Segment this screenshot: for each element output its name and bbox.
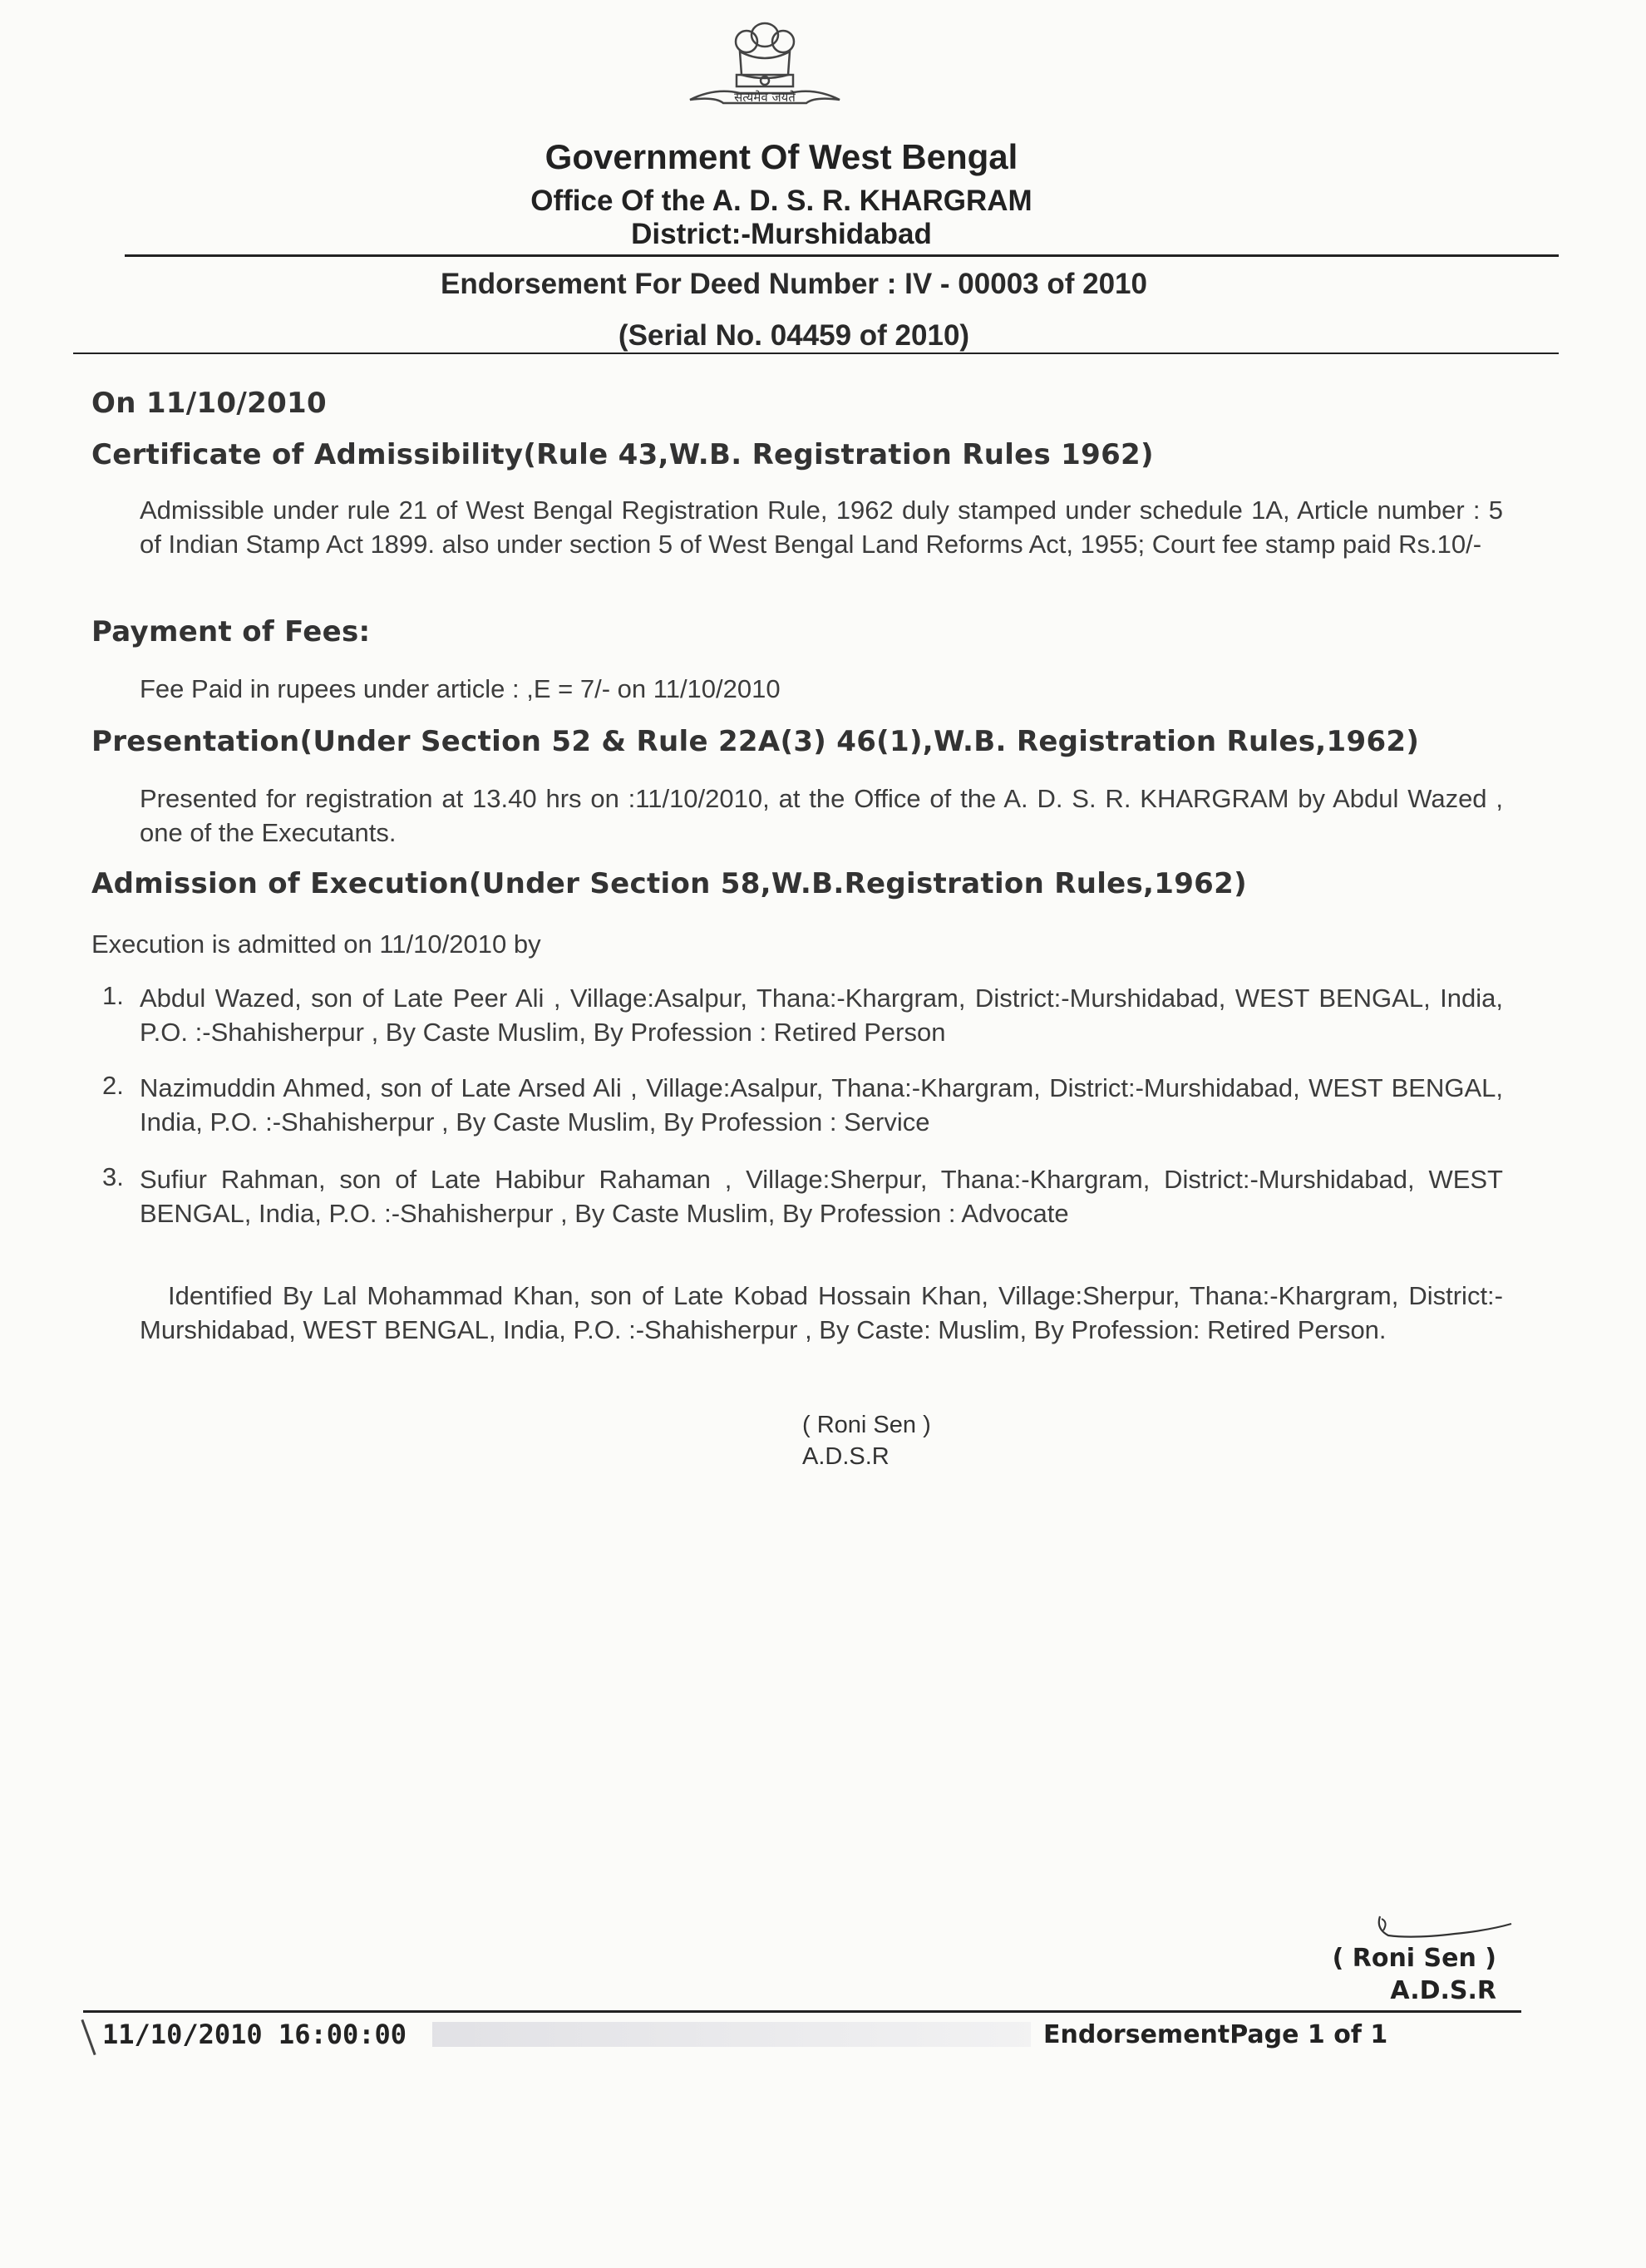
footer-page-number: EndorsementPage 1 of 1 [1043,2020,1388,2049]
footer-divider [83,2010,1521,2013]
state-emblem-icon [682,17,848,129]
emblem-motto: सत्यमेव जयते [734,90,796,105]
list-item-number: 3. [102,1162,124,1191]
list-item-text: Abdul Wazed, son of Late Peer Ali , Village:Asalpur, Thana:-Khargram, District:-Murshidabad, WEST BENGAL, India, P.O. :-Shahisherpur , By Caste Muslim, By Profession : Retired Person [140,984,1503,1047]
admission-heading: Admission of Execution(Under Section 58,W.B.Registration Rules,1962) [91,867,1247,900]
on-date: On 11/10/2010 [91,387,327,420]
payment-heading: Payment of Fees: [91,615,371,648]
header-divider-top [125,254,1559,257]
government-title: Government Of West Bengal [545,137,1018,176]
deed-endorsement-title: Endorsement For Deed Number : IV - 00003 of 2010 [441,268,1147,300]
footer-shading [432,2022,1031,2047]
presentation-text: Presented for registration at 13.40 hrs on :11/10/2010, at the Office of the A. D. S. R. KHARGRAM by Abdul Wazed , one of the Executants. [140,784,1503,847]
signatory-title: A.D.S.R [802,1443,890,1470]
certificate-heading: Certificate of Admissibility(Rule 43,W.B. Registration Rules 1962) [91,438,1154,471]
list-item-number: 1. [102,981,124,1010]
list-item-text: Nazimuddin Ahmed, son of Late Arsed Ali , Village:Asalpur, Thana:-Khargram, District:-Murshidabad, WEST BENGAL, India, P.O. :-Shahisherpur , By Caste Muslim, By Profession : Service [140,1073,1503,1136]
signatory-name: ( Roni Sen ) [1332,1944,1496,1973]
office-title: Office Of the A. D. S. R. KHARGRAM [530,185,1032,217]
footer-mark [81,2019,96,2055]
presentation-heading: Presentation(Under Section 52 & Rule 22A(3) 46(1),W.B. Registration Rules,1962) [91,725,1420,758]
signatory-title: A.D.S.R [1390,1976,1496,2005]
list-item-number: 2. [102,1071,124,1100]
footer-timestamp: 11/10/2010 16:00:00 [102,2019,407,2050]
signature-block-mid [802,1409,931,1472]
payment-text: Fee Paid in rupees under article : ,E = 7/- on 11/10/2010 [140,674,781,703]
certificate-text: Admissible under rule 21 of West Bengal Registration Rule, 1962 duly stamped under schedule 1A, Article number : 5 of Indian Stamp Act 1899. also under section 5 of West Bengal Land Reforms Act, 1955; Court fee stamp paid Rs.10/- [140,496,1503,559]
header-divider-bottom [73,353,1559,354]
district-title: District:-Murshidabad [631,218,932,250]
signatory-name: ( Roni Sen ) [802,1412,931,1438]
signature-block-bottom [1247,1944,1496,2005]
list-item-text: Sufiur Rahman, son of Late Habibur Rahaman , Village:Sherpur, Thana:-Khargram, District:-Murshidabad, WEST BENGAL, India, P.O. :-Shahisherpur , By Caste Muslim, By Profession : Advocate [140,1165,1503,1228]
admission-intro: Execution is admitted on 11/10/2010 by [91,929,541,959]
deed-serial-number: (Serial No. 04459 of 2010) [618,319,970,352]
identified-by-text: Identified By Lal Mohammad Khan, son of Late Kobad Hossain Khan, Village:Sherpur, Thana:-Khargram, District:-Murshidabad, WEST BENGAL, India, P.O. :-Shahisherpur , By Caste: Muslim, By Profession: Retired Person. [140,1281,1503,1344]
